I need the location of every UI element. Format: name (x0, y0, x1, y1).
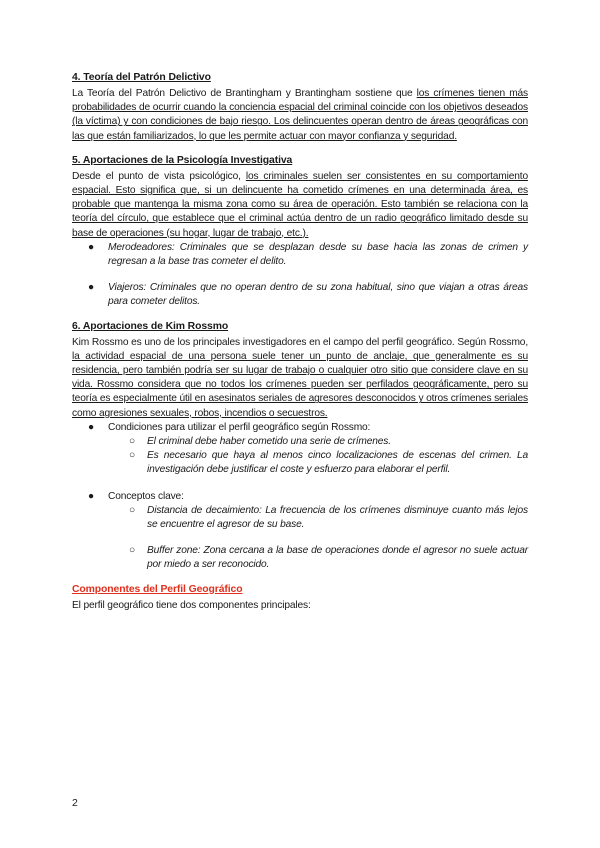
section-6-bullet-list (72, 421, 528, 573)
sub-list-item: ○ Buffer zone: Zona cercana a la base de operaciones donde el agresor no suele actuar por miedo a ser reconocido. (129, 545, 528, 571)
bullet-icon: ● (88, 282, 95, 294)
sub-list-item: ○ Distancia de decaimiento: La frecuencia de los crímenes disminuye cuanto más lejos se encuentre el agresor de su base. (129, 504, 528, 531)
document-page (72, 70, 528, 613)
section-5-paragraph: Desde el punto de vista psicológico, los criminales suelen ser consistentes en su comportamiento espacial. Esto significa que, si un delincuente ha cometido crímenes en una determinada área, es probable que mantenga la misma zona como su área de operación. Esto también se relaciona con la teoría del círculo, que establece que el criminal actúa dentro de un radio geográfico limitado desde su base de operaciones (su hogar, lugar de trabajo, etc.). (72, 170, 528, 239)
sub-bullet-icon: ○ (129, 545, 136, 557)
list-item: ● Condiciones para utilizar el perfil geográfico según Rossmo: (72, 421, 528, 435)
list-item: ● Viajeros: Criminales que no operan dentro de su zona habitual, sino que viajan a otras áreas para cometer delitos. (88, 282, 528, 308)
bullet-icon: ● (88, 490, 95, 502)
section-5-bullet-list (72, 241, 528, 310)
sub-bullet-icon: ○ (129, 450, 136, 462)
list-item: ● Conceptos clave: (72, 490, 528, 504)
sub-list-item: ○ El criminal debe haber cometido una serie de crímenes. (72, 435, 528, 449)
sub-list-item: ○ Es necesario que haya al menos cinco localizaciones de escenas del crimen. La investigación debe justificar el coste y esfuerzo para elaborar el perfil. (129, 450, 528, 476)
page-number: 2 (72, 797, 78, 809)
bullet-icon: ● (88, 241, 95, 253)
components-paragraph: El perfil geográfico tiene dos componentes principales: (72, 599, 311, 611)
section-4-paragraph: La Teoría del Patrón Delictivo de Brantingham y Brantingham sostiene que los crímenes tienen más probabilidades de ocurrir cuando la conciencia espacial del criminal coincide con los objetivos deseados (la víctima) y con condiciones de bajo riesgo. Los delincuentes operan dentro de áreas geográficas con las que están familiarizados, lo que les permite actuar con mayor confianza y seguridad. (72, 88, 528, 142)
bullet-icon: ● (88, 421, 95, 433)
section-6-paragraph: Kim Rossmo es uno de los principales investigadores en el campo del perfil geográfico. Según Rossmo, la actividad espacial de una persona suele tener un punto de anclaje, que generalmente es su residencia, pero también podría ser su lugar de trabajo o cualquier otro sitio que considere clave en su vida. Rossmo considera que no todos los crímenes pueden ser perfilados geográficamente, pero su teoría es especialmente útil en asesinatos seriales de agresores desconocidos y otros crímenes seriales como agresiones sexuales, robos, incendios o secuestros. (72, 336, 528, 419)
components-heading: Componentes del Perfil Geográfico (72, 583, 243, 595)
section-6-heading: 6. Aportaciones de Kim Rossmo (72, 320, 229, 332)
list-item: ● Merodeadores: Criminales que se desplazan desde su base hacia las zonas de crimen y regresan a la base tras cometer el delito. (88, 241, 528, 268)
section-5-heading: 5. Aportaciones de la Psicología Investigativa (72, 154, 293, 166)
section-4-heading: 4. Teoría del Patrón Delictivo (72, 72, 211, 83)
sub-bullet-icon: ○ (129, 436, 136, 448)
sub-bullet-icon: ○ (129, 504, 136, 516)
